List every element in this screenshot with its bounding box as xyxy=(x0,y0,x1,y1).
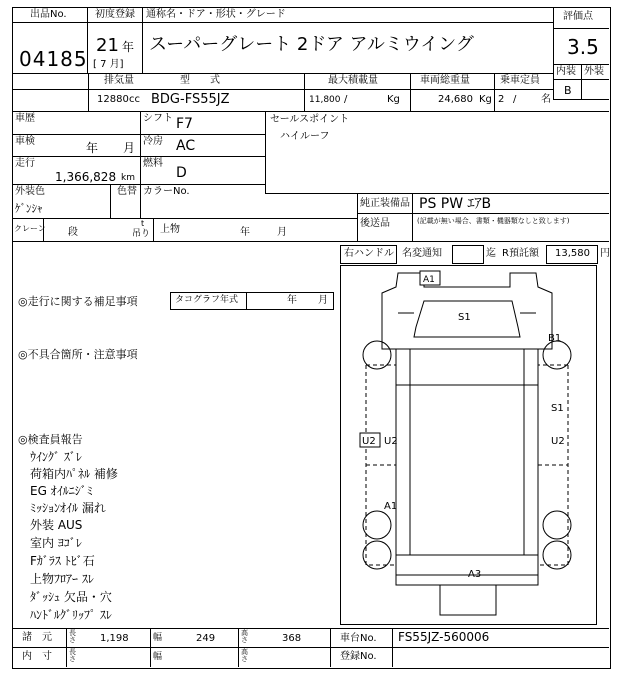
tachograph-month-unit: 月 xyxy=(318,295,328,306)
report-line: 荷箱内ﾊﾟﾈﾙ 補修 xyxy=(30,467,118,481)
height-value: 368 xyxy=(282,633,302,644)
max-load-slash: / xyxy=(344,94,348,105)
history-label: 車歴 xyxy=(15,113,35,124)
damage-mark: U2 xyxy=(384,436,398,447)
fuel-value: D xyxy=(176,165,187,181)
recycle-deposit-value: 13,580 xyxy=(555,248,590,259)
damage-mark: S1 xyxy=(551,403,564,414)
max-load-value: 11,800 xyxy=(309,95,341,105)
sales-point-text: ハイルーフ xyxy=(280,131,330,142)
damage-mark: A3 xyxy=(468,569,482,580)
registration-month: [ 7 月] xyxy=(93,59,124,70)
interior-length-label: 長さ xyxy=(69,648,76,663)
model-type-label: 型 式 xyxy=(180,75,220,86)
mileage-supplement-heading: ◎走行に関する補足事項 xyxy=(18,295,138,308)
registration-year-unit: 年 xyxy=(122,40,135,54)
model-name: スーパーグレート 2ドア アルミウイング xyxy=(149,34,474,55)
capacity-unit: 名 xyxy=(541,94,551,105)
displacement-unit: cc xyxy=(129,94,140,105)
deadline-label: 迄 xyxy=(486,248,496,259)
capacity-label: 乗車定員 xyxy=(500,75,540,86)
crane-top-label: 上物 xyxy=(160,224,180,235)
gross-weight-value: 24,680 xyxy=(438,94,473,105)
model-code: BDG-FS55JZ xyxy=(151,92,230,107)
damage-mark: U2 xyxy=(362,436,376,447)
crane-stage-unit: 段 xyxy=(68,227,78,238)
equipment-label: 純正装備品 xyxy=(360,198,410,209)
score-value: 3.5 xyxy=(567,35,599,59)
mileage-unit: km xyxy=(121,173,135,183)
tachograph-label: タコグラフ年式 xyxy=(175,295,239,305)
damage-mark: B1 xyxy=(548,333,562,344)
inspector-report-heading: ◎検査員報告 xyxy=(18,433,83,446)
interior-height-label: 高さ xyxy=(241,648,248,663)
recycle-deposit-label: R預託額 xyxy=(502,248,539,259)
capacity-slash: / xyxy=(513,94,517,105)
max-load-unit: Kg xyxy=(387,94,400,105)
damage-mark: A1 xyxy=(423,275,435,285)
fuel-label: 燃料 xyxy=(143,158,163,169)
score-label: 評価点 xyxy=(563,11,593,22)
interior-grade-label: 内装 xyxy=(556,66,576,77)
equipment-value: PS PW ｴｱB xyxy=(419,196,492,212)
ac-label: 冷房 xyxy=(143,136,163,147)
gross-weight-unit: Kg xyxy=(479,94,492,105)
gross-weight-label: 車両総重量 xyxy=(420,75,470,86)
exterior-color-value: ｹﾞﾝｼｬ xyxy=(15,202,43,215)
chassis-number: FS55JZ-560006 xyxy=(398,630,490,644)
inspection-year-unit: 年 xyxy=(86,141,99,155)
crane-year-unit: 年 xyxy=(240,227,250,238)
report-line: ﾐｯｼｮﾝｵｲﾙ 漏れ xyxy=(30,501,106,515)
inspection-label: 車検 xyxy=(15,136,35,147)
length-label: 長さ xyxy=(69,629,76,644)
exterior-grade-label: 外装 xyxy=(584,66,604,77)
max-load-label: 最大積載量 xyxy=(328,75,378,86)
recycle-deposit-unit: 円 xyxy=(600,248,610,259)
mileage-value: 1,366,828 xyxy=(55,170,117,184)
name-change-label: 名変通知 xyxy=(402,248,442,259)
height-label: 高さ xyxy=(241,629,248,644)
registration-no-label: 登録No. xyxy=(340,651,377,662)
interior-width-label: 幅 xyxy=(153,652,163,662)
crane-lift-unit: 吊り xyxy=(132,229,151,239)
report-line: EG ｵｲﾙﾆｼﾞﾐ xyxy=(30,484,93,498)
chassis-label: 車台No. xyxy=(340,633,377,644)
inspection-month-unit: 月 xyxy=(123,141,136,155)
name-label: 通称名・ドア・形状・グレード xyxy=(146,9,286,20)
crane-label: クレーン xyxy=(14,224,46,233)
mileage-label: 走行 xyxy=(15,158,35,169)
report-line: ｳｲﾝｸﾞ ｽﾞﾚ xyxy=(30,450,82,464)
defects-heading: ◎不具合箇所・注意事項 xyxy=(18,348,138,361)
color-code-label: カラーNo. xyxy=(143,186,190,197)
aftermarket-label: 後送品 xyxy=(360,218,390,229)
crane-ton-unit: t xyxy=(141,219,145,228)
lot-number: 04185 xyxy=(19,47,88,71)
first-registration-label: 初度登録 xyxy=(95,9,135,20)
sales-point-label: セールスポイント xyxy=(270,114,350,125)
width-value: 249 xyxy=(196,633,216,644)
name-change-box xyxy=(452,245,484,264)
shift-value: F7 xyxy=(176,116,193,132)
registration-year: 21 xyxy=(96,35,119,56)
displacement-label: 排気量 xyxy=(104,75,134,86)
report-line: Fｶﾞﾗｽ ﾄﾋﾞ石 xyxy=(30,554,95,568)
exterior-color-label: 外装色 xyxy=(15,186,45,197)
lot-no-label: 出品No. xyxy=(30,9,67,20)
ac-value: AC xyxy=(176,138,196,154)
truck-damage-diagram xyxy=(340,265,610,630)
aftermarket-note: (記載が無い場合、書類・機器類なしと致します) xyxy=(417,217,570,225)
report-line: ﾊﾝﾄﾞﾙｸﾞﾘｯﾌﾟ ｽﾚ xyxy=(30,608,112,622)
rhd-label: 右ハンドル xyxy=(344,248,394,259)
report-line: 上物ﾌﾛｱｰ ｽﾚ xyxy=(30,572,94,586)
length-value: 1,198 xyxy=(100,633,129,644)
width-label: 幅 xyxy=(153,633,163,643)
interior-dims-label: 内 寸 xyxy=(22,651,52,662)
interior-grade: B xyxy=(564,84,572,97)
report-line: 外装 AUS xyxy=(30,518,83,532)
tachograph-year-unit: 年 xyxy=(287,295,297,306)
specs-label: 諸 元 xyxy=(22,632,52,643)
report-line: ﾀﾞｯｼｭ 欠品・穴 xyxy=(30,590,112,604)
capacity-value: 2 xyxy=(498,94,505,105)
report-line: 室内 ﾖｺﾞﾚ xyxy=(30,536,82,550)
damage-mark: S1 xyxy=(458,312,471,323)
color-change-label: 色替 xyxy=(117,186,137,197)
crane-month-unit: 月 xyxy=(277,227,287,238)
shift-label: シフト xyxy=(143,113,173,124)
damage-mark: A1 xyxy=(384,501,398,512)
damage-mark: U2 xyxy=(551,436,565,447)
displacement-value: 12880 xyxy=(97,94,129,105)
